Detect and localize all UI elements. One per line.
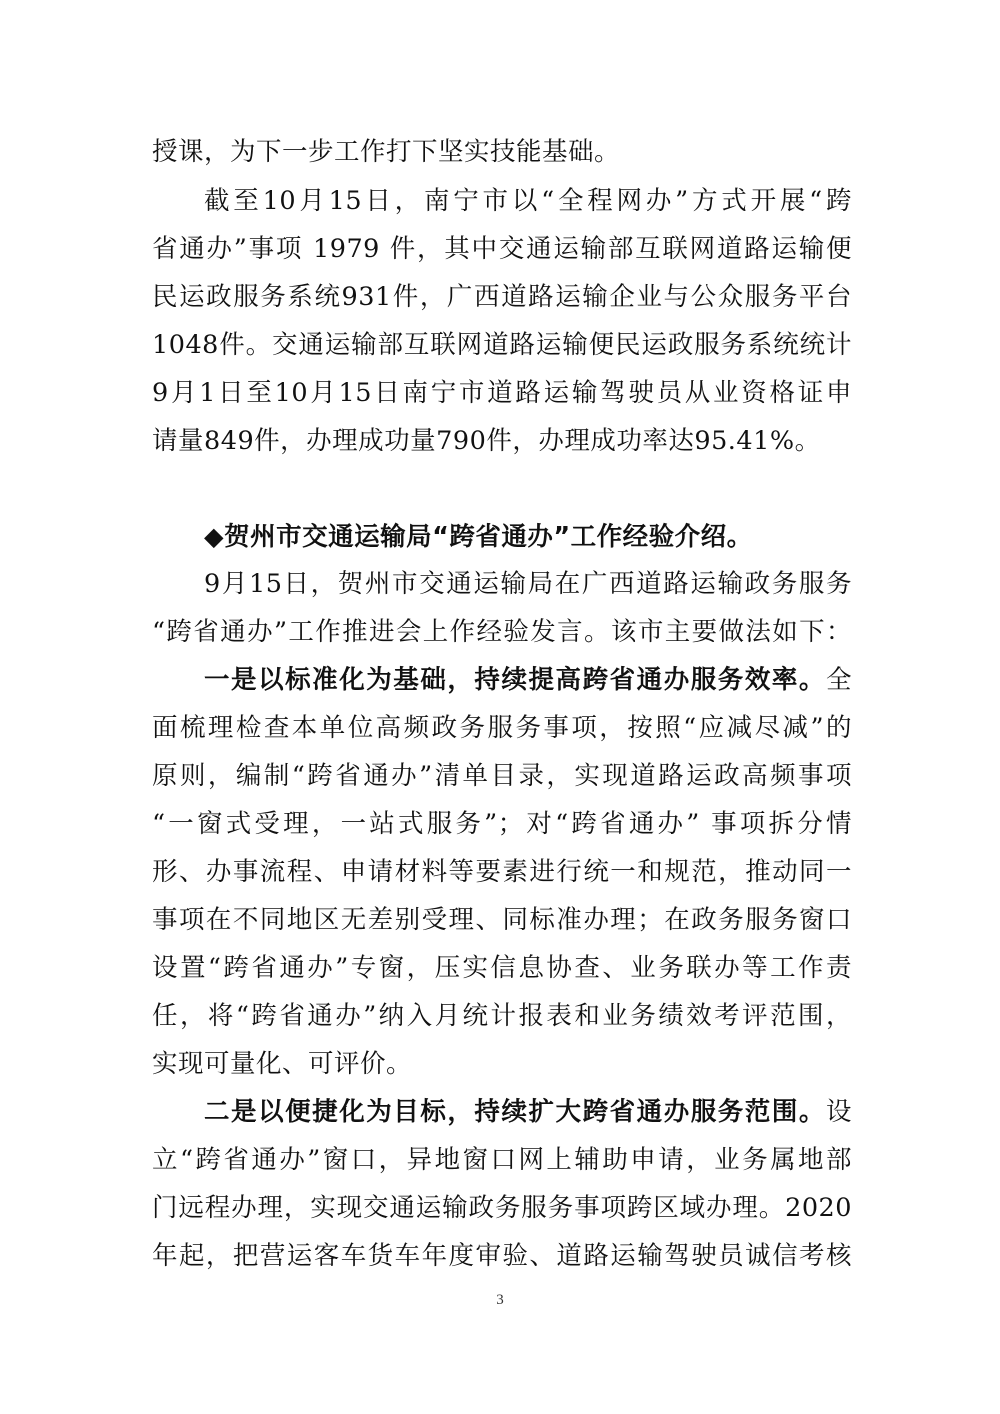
paragraph-line: 立“跨省通办”窗口，异地窗口网上辅助申请，业务属地部 [152,1145,852,1175]
paragraph-line: 请量849件，办理成功量790件，办理成功率达95.41%。 [152,426,821,456]
paragraph-line: 面梳理检查本单位高频政务服务事项，按照“应减尽减”的 [152,713,852,743]
paragraph-line: 9月15日，贺州市交通运输局在广西道路运输政务服务 [204,569,852,599]
paragraph-line: 事项在不同地区无差别受理、同标准办理；在政务服务窗口 [152,905,852,935]
paragraph-line: 任，将“跨省通办”纳入月统计报表和业务绩效考评范围， [152,1001,852,1031]
paragraph-line [204,660,852,700]
paragraph-line: 形、办事流程、申请材料等要素进行统一和规范，推动同一 [152,857,852,887]
paragraph-line: 9月1日至10月15日南宁市道路运输驾驶员从业资格证申 [152,378,852,408]
line-tail: 设 [825,1097,852,1127]
paragraph-line: 省通办”事项 1979 件，其中交通运输部互联网道路运输便 [152,234,852,264]
paragraph-line: 截至10月15日，南宁市以“全程网办”方式开展“跨 [204,186,852,216]
paragraph-line: 年起，把营运客车货车年度审验、道路运输驾驶员诚信考核 [152,1241,852,1271]
paragraph-line: 授课，为下一步工作打下坚实技能基础。 [152,137,621,167]
paragraph-line: “一窗式受理，一站式服务”；对“跨省通办” 事项拆分情 [152,809,852,839]
paragraph-line: 实现可量化、可评价。 [152,1049,413,1079]
bold-lead: 一是以标准化为基础，持续提高跨省通办服务效率。 [204,665,826,695]
paragraph-line: 门远程办理，实现交通运输政务服务事项跨区域办理。2020 [152,1193,852,1223]
section-heading: ◆贺州市交通运输局“跨省通办”工作经验介绍。 [204,522,753,552]
bold-lead: 二是以便捷化为目标，持续扩大跨省通办服务范围。 [204,1097,826,1127]
page-number: 3 [496,1292,504,1308]
paragraph-line [204,1092,852,1132]
paragraph-line: 设置“跨省通办”专窗，压实信息协查、业务联办等工作责 [152,953,852,983]
paragraph-line: 原则，编制“跨省通办”清单目录，实现道路运政高频事项 [152,761,852,791]
paragraph-line: “跨省通办”工作推进会上作经验发言。该市主要做法如下： [152,617,852,647]
line-tail: 全 [825,665,852,695]
paragraph-line: 1048件。交通运输部互联网道路运输便民运政服务系统统计 [152,330,852,360]
paragraph-line: 民运政服务系统931件，广西道路运输企业与公众服务平台 [152,282,852,312]
